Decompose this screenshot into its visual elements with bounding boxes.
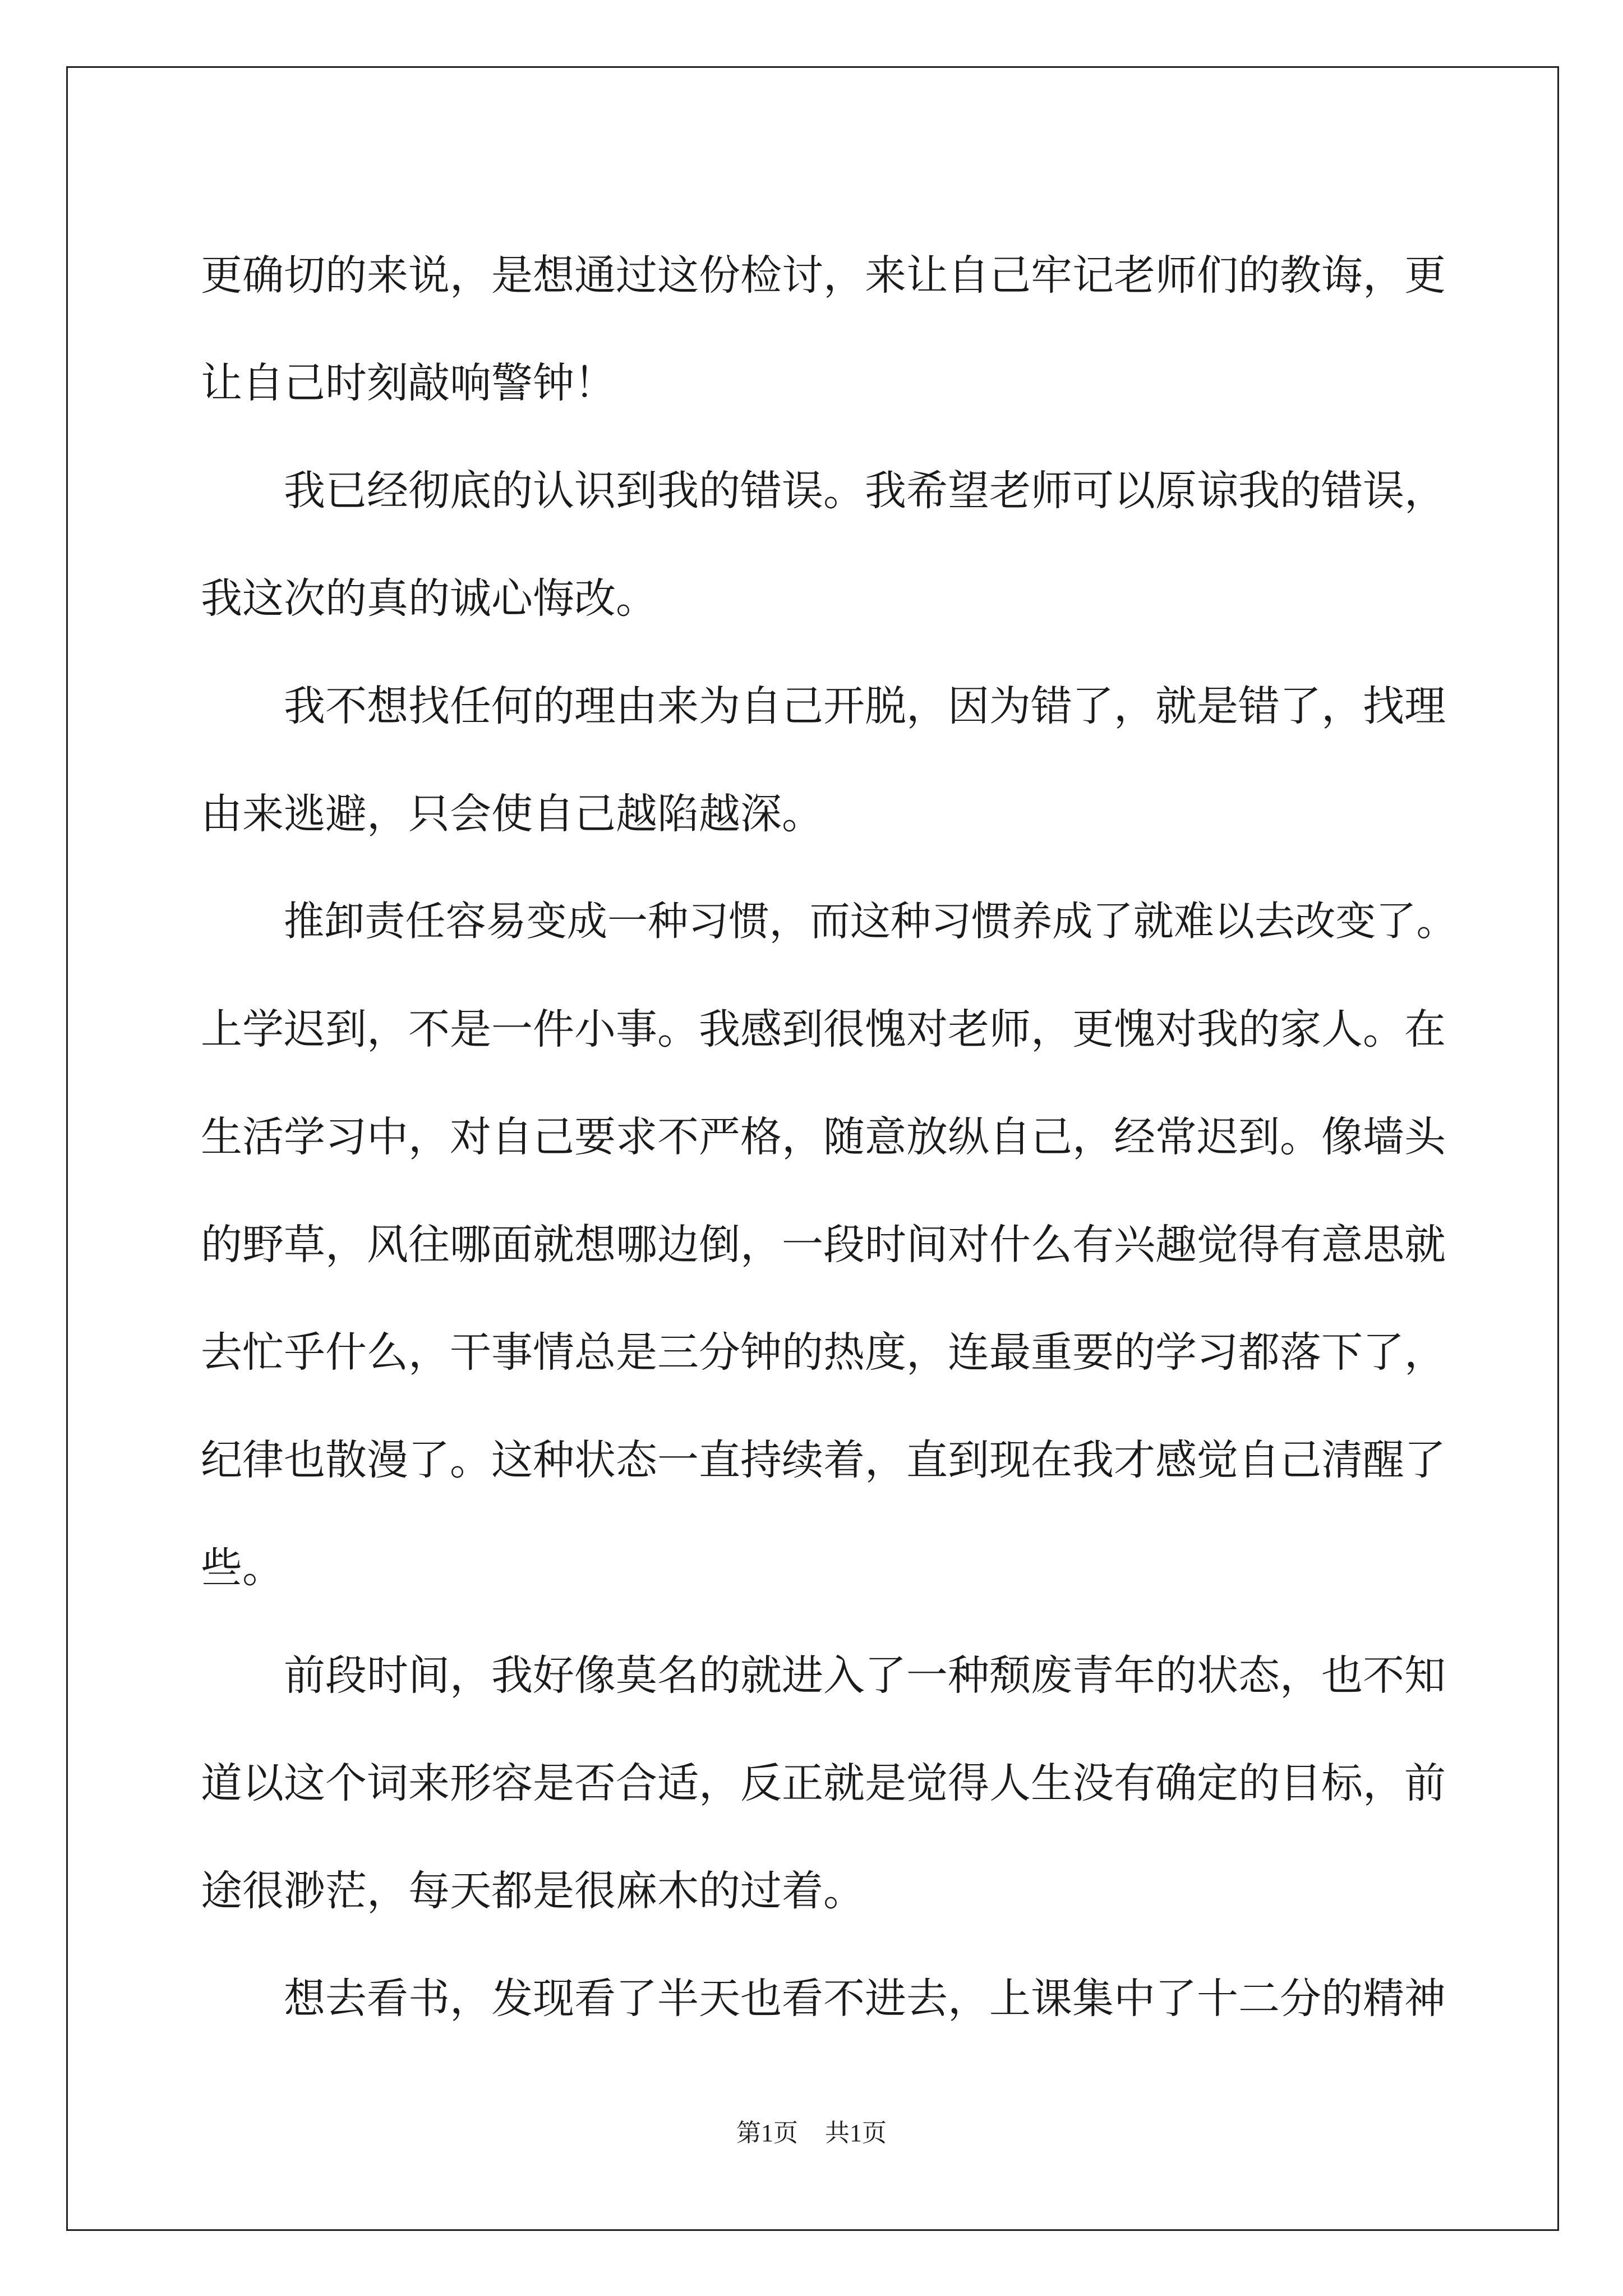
text-line: 些。: [201, 1544, 284, 1592]
text-line: 上学迟到，不是一件小事。我感到很愧对老师，更愧对我的家人。在: [201, 1005, 1446, 1053]
text-line: 我已经彻底的认识到我的错误。我希望老师可以原谅我的错误，: [284, 467, 1446, 515]
text-line: 推卸责任容易变成一种习惯，而这种习惯养成了就难以去改变了。: [284, 898, 1457, 945]
text-line: 去忙乎什么，干事情总是三分钟的热度，连最重要的学习都落下了，: [201, 1328, 1446, 1377]
page-footer: [0, 2116, 1623, 2150]
page-number: 第1页: [736, 2119, 798, 2147]
text-line: 道以这个词来形容是否合适，反正就是觉得人生没有确定的目标，前: [201, 1759, 1446, 1807]
text-line: 由来逃避，只会使自己越陷越深。: [201, 790, 823, 838]
text-line: 前段时间，我好像莫名的就进入了一种颓废青年的状态，也不知: [284, 1651, 1446, 1700]
text-line: 更确切的来说，是想通过这份检讨，来让自己牢记老师们的教诲，更: [201, 251, 1446, 300]
text-line: 途很渺茫，每天都是很麻木的过着。: [201, 1867, 865, 1915]
text-line: 让自己时刻敲响警钟！: [201, 359, 616, 407]
page-total: 共1页: [825, 2119, 887, 2147]
text-line: 纪律也散漫了。这种状态一直持续着，直到现在我才感觉自己清醒了: [201, 1436, 1446, 1484]
text-line: 的野草，风往哪面就想哪边倒，一段时间对什么有兴趣觉得有意思就: [201, 1221, 1446, 1269]
text-line: 我这次的真的诚心悔改。: [201, 574, 657, 623]
text-line: 我不想找任何的理由来为自己开脱，因为错了，就是错了，找理: [284, 682, 1446, 730]
document-body: [201, 222, 1457, 2053]
text-line: 想去看书，发现看了半天也看不进去，上课集中了十二分的精神: [284, 1975, 1446, 2023]
text-line: 生活学习中，对自己要求不严格，随意放纵自己，经常迟到。像墙头: [201, 1113, 1446, 1161]
